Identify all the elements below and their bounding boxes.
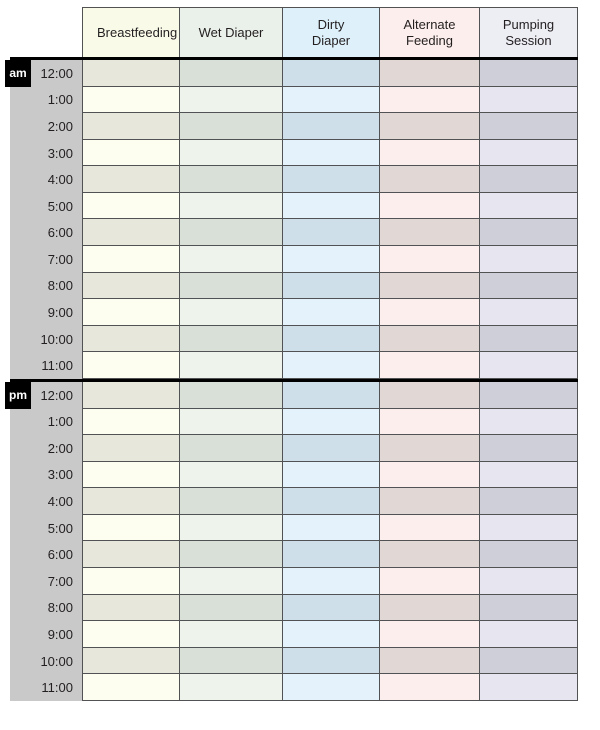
cell-alternate-feeding[interactable]: [380, 60, 480, 87]
cell-alternate-feeding[interactable]: [380, 674, 480, 701]
time-label: 11:00: [41, 358, 73, 374]
cell-wet-diaper[interactable]: [180, 621, 283, 648]
section-pm: [10, 382, 578, 701]
cell-wet-diaper[interactable]: [180, 409, 283, 436]
cell-pumping-session[interactable]: [480, 219, 578, 246]
cell-breastfeeding[interactable]: [82, 382, 180, 409]
time-cell: [10, 273, 82, 300]
time-label: 3:00: [47, 145, 73, 161]
cell-wet-diaper[interactable]: [180, 60, 283, 87]
cell-wet-diaper[interactable]: [180, 435, 283, 462]
period-badge-pm: pm: [5, 382, 31, 409]
cell-wet-diaper[interactable]: [180, 87, 283, 114]
cell-pumping-session[interactable]: [480, 648, 578, 675]
time-cell: [10, 299, 82, 326]
cell-alternate-feeding[interactable]: [380, 193, 480, 220]
cell-breastfeeding[interactable]: [82, 219, 180, 246]
time-label: 6:00: [47, 225, 73, 241]
time-cell: [10, 515, 82, 542]
cell-alternate-feeding[interactable]: [380, 273, 480, 300]
cell-pumping-session[interactable]: [480, 462, 578, 489]
period-badge-am: am: [5, 60, 31, 87]
time-label: 2:00: [47, 440, 73, 456]
time-label: 1:00: [47, 414, 73, 430]
cell-breastfeeding[interactable]: [82, 246, 180, 273]
cell-pumping-session[interactable]: [480, 382, 578, 409]
cell-alternate-feeding[interactable]: [380, 326, 480, 353]
cell-pumping-session[interactable]: [480, 488, 578, 515]
cell-pumping-session[interactable]: [480, 352, 578, 379]
column-header-breastfeeding: [82, 7, 180, 57]
cell-pumping-session[interactable]: [480, 595, 578, 622]
cell-alternate-feeding[interactable]: [380, 409, 480, 436]
time-cell: [10, 140, 82, 167]
corner-spacer: [10, 7, 82, 57]
time-label: 3:00: [47, 467, 73, 483]
cell-breastfeeding[interactable]: [82, 326, 180, 353]
cell-wet-diaper[interactable]: [180, 299, 283, 326]
column-header-label: Wet Diaper: [198, 24, 264, 40]
cell-alternate-feeding[interactable]: [380, 166, 480, 193]
cell-breastfeeding[interactable]: [82, 488, 180, 515]
cell-wet-diaper[interactable]: [180, 541, 283, 568]
time-label: 6:00: [47, 547, 73, 563]
cell-breastfeeding[interactable]: [82, 352, 180, 379]
cell-pumping-session[interactable]: [480, 409, 578, 436]
cell-pumping-session[interactable]: [480, 326, 578, 353]
time-cell: [10, 352, 82, 379]
cell-wet-diaper[interactable]: [180, 488, 283, 515]
cell-dirty-diaper[interactable]: [283, 140, 380, 167]
cell-breastfeeding[interactable]: [82, 113, 180, 140]
column-header-label: Pumping Session: [502, 16, 555, 48]
cell-pumping-session[interactable]: [480, 193, 578, 220]
time-label: 7:00: [47, 251, 73, 267]
time-cell: [10, 595, 82, 622]
column-header-label: Breastfeeding: [97, 24, 178, 40]
cell-wet-diaper[interactable]: [180, 273, 283, 300]
time-label: 7:00: [47, 573, 73, 589]
cell-wet-diaper[interactable]: [180, 382, 283, 409]
cell-dirty-diaper[interactable]: [283, 113, 380, 140]
cell-pumping-session[interactable]: [480, 541, 578, 568]
time-label: 4:00: [47, 172, 73, 188]
cell-dirty-diaper[interactable]: [283, 273, 380, 300]
cell-dirty-diaper[interactable]: [283, 595, 380, 622]
cell-alternate-feeding[interactable]: [380, 568, 480, 595]
cell-breastfeeding[interactable]: [82, 140, 180, 167]
cell-pumping-session[interactable]: [480, 60, 578, 87]
cell-dirty-diaper[interactable]: [283, 299, 380, 326]
cell-dirty-diaper[interactable]: [283, 674, 380, 701]
cell-pumping-session[interactable]: [480, 674, 578, 701]
column-header-label: Dirty Diaper: [311, 16, 351, 48]
cell-breastfeeding[interactable]: [82, 648, 180, 675]
time-cell: [10, 193, 82, 220]
time-cell: [10, 87, 82, 114]
cell-wet-diaper[interactable]: [180, 595, 283, 622]
time-label: 10:00: [40, 331, 73, 347]
cell-breastfeeding[interactable]: [82, 273, 180, 300]
time-label: 12:00: [40, 65, 73, 81]
time-label: 9:00: [47, 626, 73, 642]
cell-breastfeeding[interactable]: [82, 462, 180, 489]
time-label: 2:00: [47, 118, 73, 134]
cell-wet-diaper[interactable]: [180, 568, 283, 595]
cell-breastfeeding[interactable]: [82, 595, 180, 622]
time-label: 5:00: [47, 198, 73, 214]
cell-dirty-diaper[interactable]: [283, 352, 380, 379]
cell-alternate-feeding[interactable]: [380, 140, 480, 167]
time-cell: [10, 113, 82, 140]
cell-wet-diaper[interactable]: [180, 166, 283, 193]
cell-dirty-diaper[interactable]: [283, 621, 380, 648]
time-label: 11:00: [41, 680, 73, 696]
time-label: 10:00: [40, 653, 73, 669]
cell-alternate-feeding[interactable]: [380, 246, 480, 273]
cell-dirty-diaper[interactable]: [283, 87, 380, 114]
cell-alternate-feeding[interactable]: [380, 648, 480, 675]
cell-breastfeeding[interactable]: [82, 515, 180, 542]
cell-dirty-diaper[interactable]: [283, 515, 380, 542]
time-label: 9:00: [47, 304, 73, 320]
cell-alternate-feeding[interactable]: [380, 219, 480, 246]
cell-pumping-session[interactable]: [480, 87, 578, 114]
cell-dirty-diaper[interactable]: [283, 60, 380, 87]
cell-dirty-diaper[interactable]: [283, 541, 380, 568]
cell-wet-diaper[interactable]: [180, 193, 283, 220]
cell-wet-diaper[interactable]: [180, 352, 283, 379]
cell-pumping-session[interactable]: [480, 246, 578, 273]
cell-breastfeeding[interactable]: [82, 193, 180, 220]
cell-alternate-feeding[interactable]: [380, 435, 480, 462]
cell-breastfeeding[interactable]: [82, 87, 180, 114]
cell-pumping-session[interactable]: [480, 166, 578, 193]
cell-dirty-diaper[interactable]: [283, 568, 380, 595]
cell-breastfeeding[interactable]: [82, 674, 180, 701]
time-label: 8:00: [47, 600, 73, 616]
header-row: [10, 7, 578, 57]
cell-pumping-session[interactable]: [480, 299, 578, 326]
cell-dirty-diaper[interactable]: [283, 648, 380, 675]
cell-dirty-diaper[interactable]: [283, 435, 380, 462]
time-cell: [10, 568, 82, 595]
time-cell: [10, 60, 82, 87]
cell-dirty-diaper[interactable]: [283, 166, 380, 193]
cell-pumping-session[interactable]: [480, 140, 578, 167]
time-cell: [10, 219, 82, 246]
time-cell: [10, 648, 82, 675]
cell-wet-diaper[interactable]: [180, 462, 283, 489]
cell-alternate-feeding[interactable]: [380, 299, 480, 326]
time-label: 5:00: [47, 520, 73, 536]
cell-pumping-session[interactable]: [480, 113, 578, 140]
cell-breastfeeding[interactable]: [82, 299, 180, 326]
cell-alternate-feeding[interactable]: [380, 541, 480, 568]
cell-pumping-session[interactable]: [480, 568, 578, 595]
cell-wet-diaper[interactable]: [180, 219, 283, 246]
cell-dirty-diaper[interactable]: [283, 246, 380, 273]
cell-wet-diaper[interactable]: [180, 674, 283, 701]
cell-pumping-session[interactable]: [480, 435, 578, 462]
time-cell: [10, 621, 82, 648]
cell-alternate-feeding[interactable]: [380, 488, 480, 515]
cell-breastfeeding[interactable]: [82, 541, 180, 568]
column-header-label: Alternate Feeding: [403, 16, 456, 48]
cell-alternate-feeding[interactable]: [380, 113, 480, 140]
cell-wet-diaper[interactable]: [180, 140, 283, 167]
time-cell: [10, 409, 82, 436]
column-header-alternate-feeding: [380, 7, 480, 57]
cell-pumping-session[interactable]: [480, 515, 578, 542]
cell-pumping-session[interactable]: [480, 273, 578, 300]
time-cell: [10, 435, 82, 462]
cell-alternate-feeding[interactable]: [380, 87, 480, 114]
cell-alternate-feeding[interactable]: [380, 352, 480, 379]
time-cell: [10, 382, 82, 409]
column-header-pumping-session: [480, 7, 578, 57]
column-header-wet-diaper: [180, 7, 283, 57]
time-cell: [10, 246, 82, 273]
cell-wet-diaper[interactable]: [180, 648, 283, 675]
cell-pumping-session[interactable]: [480, 621, 578, 648]
tracker-table: [10, 7, 578, 701]
cell-wet-diaper[interactable]: [180, 246, 283, 273]
cell-alternate-feeding[interactable]: [380, 595, 480, 622]
cell-dirty-diaper[interactable]: [283, 193, 380, 220]
column-header-dirty-diaper: [283, 7, 380, 57]
cell-breastfeeding[interactable]: [82, 568, 180, 595]
cell-dirty-diaper[interactable]: [283, 488, 380, 515]
time-cell: [10, 488, 82, 515]
cell-wet-diaper[interactable]: [180, 326, 283, 353]
time-cell: [10, 674, 82, 701]
time-label: 8:00: [47, 278, 73, 294]
section-am: [10, 60, 578, 379]
time-label: 1:00: [47, 92, 73, 108]
time-cell: [10, 462, 82, 489]
time-cell: [10, 326, 82, 353]
cell-breastfeeding[interactable]: [82, 60, 180, 87]
cell-breastfeeding[interactable]: [82, 435, 180, 462]
cell-dirty-diaper[interactable]: [283, 462, 380, 489]
time-label: 4:00: [47, 494, 73, 510]
time-cell: [10, 166, 82, 193]
cell-breastfeeding[interactable]: [82, 166, 180, 193]
cell-wet-diaper[interactable]: [180, 515, 283, 542]
cell-dirty-diaper[interactable]: [283, 326, 380, 353]
cell-alternate-feeding[interactable]: [380, 621, 480, 648]
cell-dirty-diaper[interactable]: [283, 382, 380, 409]
cell-breastfeeding[interactable]: [82, 409, 180, 436]
time-cell: [10, 541, 82, 568]
cell-dirty-diaper[interactable]: [283, 219, 380, 246]
cell-alternate-feeding[interactable]: [380, 462, 480, 489]
cell-alternate-feeding[interactable]: [380, 382, 480, 409]
cell-breastfeeding[interactable]: [82, 621, 180, 648]
time-label: 12:00: [40, 387, 73, 403]
cell-alternate-feeding[interactable]: [380, 515, 480, 542]
cell-wet-diaper[interactable]: [180, 113, 283, 140]
cell-dirty-diaper[interactable]: [283, 409, 380, 436]
